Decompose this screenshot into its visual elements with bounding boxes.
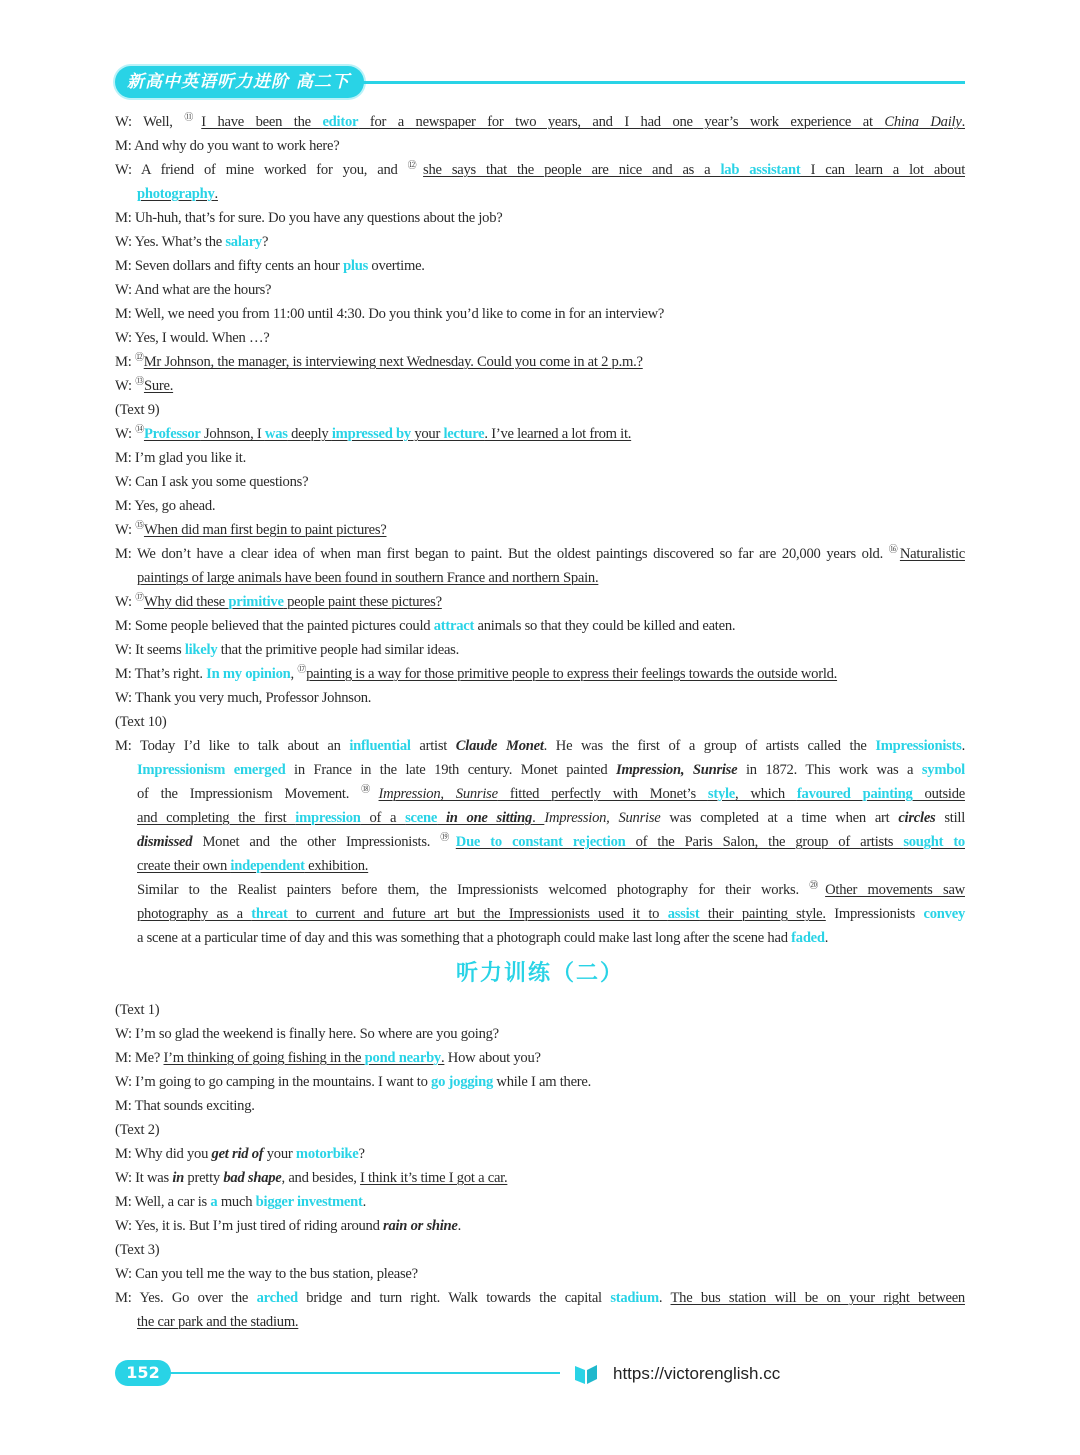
text-line xyxy=(115,902,965,926)
italic-text: in xyxy=(172,1170,185,1186)
text-line: W: Yes, I would. When …? xyxy=(115,330,270,346)
note-marker: ⑱ xyxy=(361,784,379,794)
highlight-word: stadium xyxy=(610,1290,659,1306)
note-marker: ⑯ xyxy=(888,544,900,554)
note-marker: ⑮ xyxy=(135,520,144,530)
highlight-word: independent xyxy=(230,858,305,874)
text-line: M: Well, we need you from 11:00 until 4:30. Do you think you’d like to come in for an interview? xyxy=(115,306,665,322)
line-text: Impressionists xyxy=(825,906,924,922)
line-text: still xyxy=(935,810,965,826)
text-line: M: Yes, go ahead. xyxy=(115,498,216,514)
line-text: W: I’m going to go camping in the mountains. I want to xyxy=(115,1074,432,1090)
line-text: pretty xyxy=(184,1170,224,1186)
highlight-word: lab assistant xyxy=(720,162,801,178)
text-line xyxy=(115,734,965,758)
underlined-phrase: paintings of large animals have been found in southern France and northern Spain. xyxy=(137,570,599,586)
underlined-phrase xyxy=(137,810,544,826)
highlight-word: impression xyxy=(295,810,361,826)
note-marker: ⑫ xyxy=(407,160,424,170)
line-text: bridge and turn right. Walk towards the capital xyxy=(297,1290,611,1306)
line-text: outside xyxy=(912,786,965,802)
line-text: W: It seems xyxy=(115,642,185,658)
line-text: . xyxy=(658,1290,671,1306)
italic-text: Impression, Sunrise xyxy=(544,810,661,826)
text-line xyxy=(115,878,965,902)
highlight-word: faded xyxy=(791,930,825,946)
highlight-word: a xyxy=(210,1194,218,1210)
text-line xyxy=(115,566,965,590)
line-text: much xyxy=(217,1194,256,1210)
line-text: , which xyxy=(735,786,797,802)
underlined-phrase: Naturalistic xyxy=(899,546,965,562)
line-text: animals so that they could be killed and eaten. xyxy=(474,618,736,634)
line-text: ? xyxy=(358,1146,365,1162)
highlight-word: In my opinion xyxy=(206,666,291,682)
text-line: W: Can you tell me the way to the bus station, please? xyxy=(115,1266,418,1282)
page-footer xyxy=(115,1360,965,1390)
line-text: Johnson, I xyxy=(200,426,265,442)
line-text: in 1872. This work was a xyxy=(737,762,922,778)
line-text: artist xyxy=(410,738,456,754)
text-line xyxy=(115,1166,965,1190)
underlined-phrase: Other movements saw xyxy=(825,882,965,898)
line-text: , and besides, xyxy=(281,1170,361,1186)
header-title: 新高中英语听力进阶 高二下 xyxy=(115,66,364,98)
highlight-word: likely xyxy=(184,642,218,658)
text-line xyxy=(115,158,965,182)
underlined-phrase: Sure. xyxy=(143,378,174,394)
line-text: . xyxy=(440,1050,445,1066)
line-text: ? xyxy=(261,234,269,250)
line-text: I’m thinking of going fishing in the xyxy=(163,1050,365,1066)
highlight-word: threat xyxy=(251,906,288,922)
italic-text: circles xyxy=(898,810,936,826)
note-marker: ⑰ xyxy=(135,592,144,602)
page-header xyxy=(115,66,965,100)
text-line xyxy=(115,422,965,446)
text-line xyxy=(115,518,965,542)
highlight-word: style xyxy=(707,786,736,802)
page-number: 152 xyxy=(115,1360,171,1386)
line-text: M: Today I’d like to talk about an xyxy=(115,738,350,754)
line-text: M: Yes. Go over the xyxy=(115,1290,257,1306)
line-text: . He was the first of a group of artists called the xyxy=(543,738,876,754)
line-text: exhibition. xyxy=(304,858,369,874)
text-line xyxy=(115,638,965,662)
line-text: of the Paris Salon, the group of artists xyxy=(625,834,904,850)
line-text: of the Impressionism Movement. xyxy=(137,786,362,802)
line-text: W: Yes. What’s the xyxy=(115,234,226,250)
line-text: W: xyxy=(115,426,136,442)
line-text: M: Some people believed that the painted pictures could xyxy=(115,618,434,634)
note-marker: ⑪ xyxy=(184,112,202,122)
section-title: 听力训练（二） xyxy=(455,961,624,986)
italic-text: dismissed xyxy=(137,834,193,850)
highlight-word: salary xyxy=(225,234,262,250)
text-line xyxy=(115,662,965,686)
text-line xyxy=(115,1142,965,1166)
line-text: their painting style. xyxy=(699,906,826,922)
highlight-word: influential xyxy=(349,738,411,754)
highlight-word: go jogging xyxy=(431,1074,494,1090)
line-text: people paint these pictures? xyxy=(283,594,442,610)
line-text: your xyxy=(410,426,444,442)
line-text: M: Well, a car is xyxy=(115,1194,211,1210)
line-text: . xyxy=(961,738,965,754)
line-text: W: A friend of mine worked for you, and xyxy=(115,162,408,178)
line-text: Similar to the Realist painters before them, the Impressionists welcomed photography for their works. xyxy=(137,882,810,898)
text-label: (Text 10) xyxy=(115,714,167,730)
underlined-phrase xyxy=(137,186,218,202)
highlight-word: attract xyxy=(433,618,475,634)
line-text: M: We don’t have a clear idea of when man first began to paint. But the oldest paintings discovered so far are 20,000 years old. xyxy=(115,546,889,562)
italic-text: rain or shine xyxy=(383,1218,458,1234)
text-line: M: Uh-huh, that’s for sure. Do you have any questions about the job? xyxy=(115,210,503,226)
text-line xyxy=(115,806,965,830)
line-text: that the primitive people had similar ideas. xyxy=(217,642,460,658)
line-text: Monet and the other Impressionists. xyxy=(192,834,441,850)
underlined-phrase: The bus station will be on your right between xyxy=(670,1290,965,1306)
italic-text: bad shape xyxy=(223,1170,282,1186)
text-line xyxy=(115,230,965,254)
footer-divider xyxy=(167,1372,560,1374)
highlight-word: Impressionists xyxy=(875,738,962,754)
note-marker: ⑬ xyxy=(135,376,144,386)
line-text: in France in the late 19th century. Monet painted xyxy=(285,762,617,778)
note-marker: ⑰ xyxy=(297,664,307,674)
line-text: . xyxy=(362,1194,367,1210)
text-line xyxy=(115,1286,965,1310)
underlined-phrase xyxy=(456,834,965,850)
line-text: . xyxy=(532,810,545,826)
text-label: (Text 3) xyxy=(115,1242,160,1258)
highlight-word: arched xyxy=(256,1290,298,1306)
text-line xyxy=(115,782,965,806)
line-text: while I am there. xyxy=(493,1074,592,1090)
text-line xyxy=(115,110,965,134)
highlight-word: plus xyxy=(343,258,369,274)
text-line xyxy=(115,350,965,374)
header-divider xyxy=(360,81,965,84)
highlight-word: convey xyxy=(923,906,965,922)
highlight-word: photography xyxy=(137,186,215,202)
note-marker: ⑭ xyxy=(135,424,144,434)
line-text: M: Me? xyxy=(115,1050,164,1066)
highlight-word: editor xyxy=(322,114,359,130)
line-text: deeply xyxy=(287,426,332,442)
line-text: W: xyxy=(115,594,136,610)
text-line xyxy=(115,926,965,950)
underlined-phrase xyxy=(137,906,826,922)
italic-text: get rid of xyxy=(211,1146,264,1162)
line-text: . I’ve learned a lot from it. xyxy=(484,426,632,442)
line-text: to current and future art but the Impressionists used it to xyxy=(287,906,668,922)
line-text: M: xyxy=(115,354,135,370)
line-text: I have been the xyxy=(201,114,323,130)
text-label: (Text 1) xyxy=(115,1002,160,1018)
text-line: M: That sounds exciting. xyxy=(115,1098,255,1114)
footer-url: https://victorenglish.cc xyxy=(613,1364,781,1383)
highlight-word: favoured painting xyxy=(796,786,913,802)
highlight-word: Due to constant rejection xyxy=(455,834,626,850)
line-text: and completing the first xyxy=(137,810,296,826)
highlight-word: scene xyxy=(405,810,438,826)
underlined-phrase xyxy=(423,162,965,178)
underlined-phrase: painting is a way for those primitive people to express their feelings towards the outside world. xyxy=(306,666,838,682)
highlight-word: assist xyxy=(667,906,700,922)
note-marker: ⑲ xyxy=(440,832,456,842)
highlight-word: symbol xyxy=(921,762,965,778)
line-text: was completed at a time when art xyxy=(660,810,899,826)
line-text: create their own xyxy=(137,858,231,874)
underlined-phrase xyxy=(201,114,965,130)
highlight-word: primitive xyxy=(228,594,284,610)
underlined-phrase: Mr Johnson, the manager, is interviewing next Wednesday. Could you come in at 2 p.m.? xyxy=(143,354,643,370)
italic-text: in one sitting xyxy=(445,810,533,826)
highlight-word: pond nearby xyxy=(364,1050,441,1066)
text-line xyxy=(115,542,965,566)
highlight-word: Impressionism emerged xyxy=(137,762,286,778)
text-line: M: I’m glad you like it. xyxy=(115,450,247,466)
line-text: . xyxy=(214,186,218,202)
highlight-word: lecture xyxy=(443,426,485,442)
line-text: for a newspaper for two years, and I had one year’s work experience at xyxy=(358,114,885,130)
line-text: W: xyxy=(115,522,136,538)
line-text: W: xyxy=(115,378,136,394)
text-line xyxy=(115,1046,965,1070)
text-line xyxy=(115,590,965,614)
highlight-word: sought to xyxy=(903,834,965,850)
transcript-content xyxy=(115,110,965,1334)
line-text: photography as a xyxy=(137,906,252,922)
line-text: M: That’s right. xyxy=(115,666,207,682)
book-icon xyxy=(573,1362,599,1386)
underlined-phrase: I think it’s time I got a car. xyxy=(360,1170,508,1186)
text-line xyxy=(115,182,965,206)
text-line: W: And what are the hours? xyxy=(115,282,272,298)
line-text: a scene at a particular time of day and this was something that a photograph could make last long after the scene had xyxy=(137,930,792,946)
text-line xyxy=(115,614,965,638)
line-text: of a xyxy=(360,810,406,826)
line-text: W: It was xyxy=(115,1170,173,1186)
text-line: W: Can I ask you some questions? xyxy=(115,474,309,490)
highlight-word: motorbike xyxy=(295,1146,359,1162)
highlight-word: was xyxy=(264,426,288,442)
line-text: . xyxy=(824,930,829,946)
highlight-word: Professor xyxy=(143,426,201,442)
line-text: W: Yes, it is. But I’m just tired of riding around xyxy=(115,1218,384,1234)
text-line: W: I’m so glad the weekend is finally here. So where are you going? xyxy=(115,1026,499,1042)
underlined-phrase xyxy=(144,426,631,442)
line-text: . xyxy=(457,1218,462,1234)
line-text: fitted perfectly with Monet’s xyxy=(497,786,708,802)
underlined-phrase: the car park and the stadium. xyxy=(137,1314,299,1330)
note-marker: ⑫ xyxy=(134,352,144,362)
highlight-word: impressed by xyxy=(331,426,411,442)
line-text: Why did these xyxy=(143,594,229,610)
underlined-phrase: When did man first begin to paint pictures? xyxy=(143,522,387,538)
text-line xyxy=(115,1310,965,1334)
text-label: (Text 2) xyxy=(115,1122,160,1138)
line-text: . xyxy=(961,114,965,130)
text-line xyxy=(115,254,965,278)
italic-text: Impression, Sunrise xyxy=(378,786,498,802)
line-text: M: Seven dollars and fifty cents an hour xyxy=(115,258,344,274)
text-line: M: And why do you want to work here? xyxy=(115,138,340,154)
underlined-phrase xyxy=(164,1050,445,1066)
note-marker: ⑳ xyxy=(809,880,826,890)
text-line: W: Thank you very much, Professor Johnson. xyxy=(115,690,372,706)
line-text xyxy=(437,810,446,826)
text-line xyxy=(115,1190,965,1214)
line-text: How about you? xyxy=(444,1050,541,1066)
text-line xyxy=(115,758,965,782)
text-line xyxy=(115,830,965,854)
line-text: I can learn a lot about xyxy=(800,162,965,178)
line-text: M: Why did you xyxy=(115,1146,212,1162)
text-line xyxy=(115,1214,965,1238)
underlined-phrase xyxy=(137,858,368,874)
text-line xyxy=(115,374,965,398)
line-text: overtime. xyxy=(368,258,425,274)
line-text: your xyxy=(263,1146,296,1162)
text-line xyxy=(115,1070,965,1094)
italic-text: Impression, Sunrise xyxy=(616,762,738,778)
italic-text: Claude Monet xyxy=(455,738,544,754)
text-line xyxy=(115,854,965,878)
text-label: (Text 9) xyxy=(115,402,160,418)
italic-text: China Daily xyxy=(884,114,962,130)
line-text: she says that the people are nice and as a xyxy=(423,162,721,178)
underlined-phrase xyxy=(144,594,442,610)
line-text: , xyxy=(290,666,298,682)
line-text: W: Well, xyxy=(115,114,185,130)
underlined-phrase xyxy=(379,786,965,802)
highlight-word: bigger investment xyxy=(255,1194,363,1210)
